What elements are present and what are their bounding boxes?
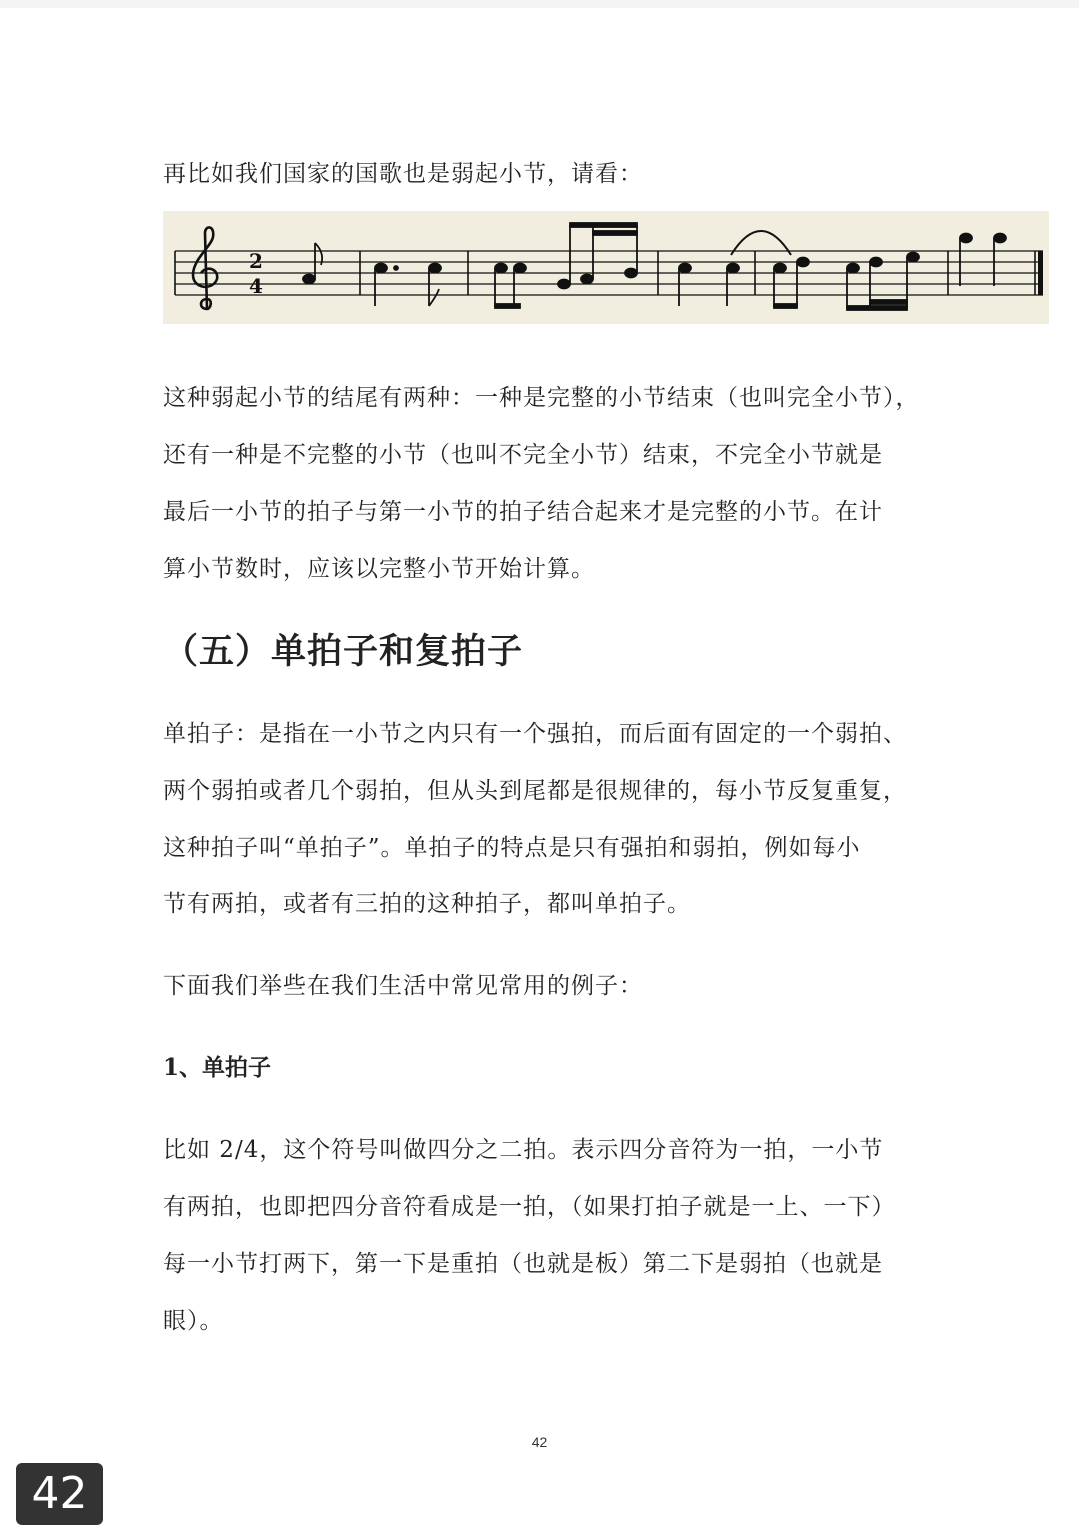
paragraph4-line1: 比如 2/4，这个符号叫做四分之二拍。表示四分音符为一拍，一小节	[163, 1137, 884, 1163]
notes	[303, 223, 1006, 310]
paragraph4-line4: 眼）。	[163, 1308, 224, 1334]
paragraph3: 下面我们举些在我们生活中常见常用的例子：	[163, 973, 643, 999]
treble-clef-icon	[193, 227, 217, 309]
page-badge: 42	[16, 1463, 103, 1525]
paragraph1-line3: 最后一小节的拍子与第一小节的拍子结合起来才是完整的小节。在计	[163, 499, 883, 525]
paragraph2-line2: 两个弱拍或者几个弱拍，但从头到尾都是很规律的，每小节反复重复，	[163, 778, 907, 804]
intro-text: 再比如我们国家的国歌也是弱起小节，请看：	[163, 161, 643, 187]
time-sig-bottom: 4	[249, 274, 263, 298]
page-number: 42	[531, 1434, 548, 1450]
paragraph2-line1: 单拍子：是指在一小节之内只有一个强拍，而后面有固定的一个弱拍、	[163, 721, 907, 747]
paragraph1-line2: 还有一种是不完整的小节（也叫不完全小节）结束，不完全小节就是	[163, 442, 883, 468]
section-heading: （五）单拍子和复拍子	[163, 632, 524, 672]
music-score-image	[163, 211, 1049, 324]
paragraph2-line3: 这种拍子叫“单拍子”。单拍子的特点是只有强拍和弱拍，例如每小	[163, 835, 861, 861]
music-score-svg	[163, 211, 1049, 324]
top-strip	[0, 0, 1079, 8]
final-barline	[1038, 251, 1043, 295]
paragraph2-line4: 节有两拍，或者有三拍的这种拍子，都叫单拍子。	[163, 891, 691, 917]
paragraph4-line2: 有两拍，也即把四分音符看成是一拍，（如果打拍子就是一上、一下）	[163, 1194, 896, 1220]
subheading: 1、单拍子	[163, 1054, 272, 1081]
paragraph4-line3: 每一小节打两下，第一下是重拍（也就是板）第二下是弱拍（也就是	[163, 1251, 883, 1277]
time-sig-top: 2	[249, 249, 263, 273]
paragraph1-line4: 算小节数时，应该以完整小节开始计算。	[163, 556, 595, 582]
paragraph1-line1: 这种弱起小节的结尾有两种：一种是完整的小节结束（也叫完全小节），	[163, 385, 920, 411]
